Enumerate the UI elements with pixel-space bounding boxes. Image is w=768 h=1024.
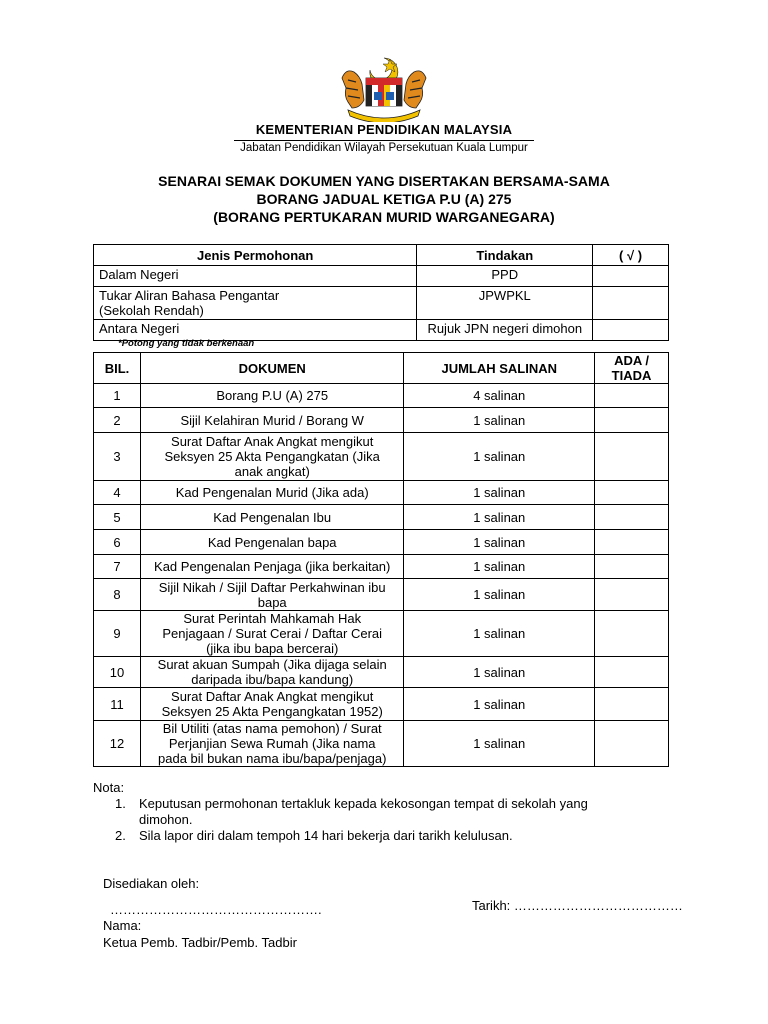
table-row <box>94 721 669 767</box>
row-number: 12 <box>94 721 141 767</box>
column-header: BIL. <box>94 353 141 384</box>
tick-box[interactable] <box>593 320 669 341</box>
table-row <box>94 384 669 408</box>
position-label: Ketua Pemb. Tadbir/Pemb. Tadbir <box>103 935 297 950</box>
copy-count: 1 salinan <box>404 657 595 688</box>
document-name <box>140 481 404 505</box>
table-row <box>94 688 669 721</box>
row-number: 8 <box>94 579 141 611</box>
availability-box[interactable] <box>595 433 669 481</box>
table-row <box>94 433 669 481</box>
copy-count: 4 salinan <box>404 384 595 408</box>
column-header <box>595 353 669 384</box>
availability-box[interactable] <box>595 384 669 408</box>
document-name-line: Perjanjian Sewa Rumah (Jika nama <box>168 736 376 751</box>
document-name-line: Surat akuan Sumpah (Jika dijaga selain <box>157 657 387 672</box>
availability-box[interactable] <box>595 688 669 721</box>
application-type-table <box>93 244 669 341</box>
availability-box[interactable] <box>595 505 669 530</box>
availability-box[interactable] <box>595 579 669 611</box>
coat-of-arms-logo <box>334 56 434 122</box>
copy-count: 1 salinan <box>404 579 595 611</box>
title-line-1: SENARAI SEMAK DOKUMEN YANG DISERTAKAN BERSAMA-SAMA <box>158 173 610 189</box>
document-name-line: Kad Pengenalan Murid (Jika ada) <box>175 485 369 500</box>
copy-count: 1 salinan <box>404 481 595 505</box>
document-name <box>140 505 404 530</box>
table-row <box>94 611 669 657</box>
document-name <box>140 579 404 611</box>
row-number: 3 <box>94 433 141 481</box>
column-header-line: TIADA <box>611 368 652 383</box>
note-text <box>139 796 655 828</box>
table-row <box>94 579 669 611</box>
header-divider <box>234 140 534 141</box>
document-name <box>140 384 404 408</box>
copy-count: 1 salinan <box>404 530 595 555</box>
document-name-line: Borang P.U (A) 275 <box>216 388 329 403</box>
availability-box[interactable] <box>595 555 669 579</box>
note-text-line: Keputusan permohonan tertakluk kepada kekosongan tempat di sekolah yang <box>139 796 588 811</box>
row-number: 4 <box>94 481 141 505</box>
document-name <box>140 433 404 481</box>
document-name-line: pada bil bukan nama ibu/bapa/penjaga) <box>158 751 387 766</box>
document-name-line: Surat Daftar Anak Angkat mengikut <box>171 434 374 449</box>
table-row <box>94 530 669 555</box>
document-name <box>140 721 404 767</box>
document-name <box>140 530 404 555</box>
note-number: 2. <box>115 828 126 843</box>
document-name <box>140 408 404 433</box>
table-row <box>94 657 669 688</box>
notes-label: Nota: <box>93 780 125 795</box>
copy-count: 1 salinan <box>404 505 595 530</box>
copy-count: 1 salinan <box>404 611 595 657</box>
document-name-line: Surat Daftar Anak Angkat mengikut <box>171 689 374 704</box>
table-row <box>94 555 669 579</box>
table-row <box>94 287 669 320</box>
copy-count: 1 salinan <box>404 555 595 579</box>
title-line-3: (BORANG PERTUKARAN MURID WARGANEGARA) <box>213 209 555 225</box>
document-name-line: Surat Perintah Mahkamah Hak <box>183 611 362 626</box>
document-checklist-table <box>93 352 669 767</box>
application-type-line: Tukar Aliran Bahasa Pengantar <box>99 288 280 303</box>
row-number: 5 <box>94 505 141 530</box>
availability-box[interactable] <box>595 611 669 657</box>
date-field[interactable]: Tarikh: ………………………………… <box>472 898 683 913</box>
note-item <box>115 828 655 844</box>
column-header: Jenis Permohonan <box>94 245 417 266</box>
application-action: PPD <box>417 266 593 287</box>
row-number: 2 <box>94 408 141 433</box>
column-header: DOKUMEN <box>140 353 404 384</box>
availability-box[interactable] <box>595 530 669 555</box>
name-label: Nama: <box>103 918 142 933</box>
tick-box[interactable] <box>593 266 669 287</box>
document-name-line: Kad Pengenalan Penjaga (jika berkaitan) <box>154 559 391 574</box>
table-footnote: *Potong yang tidak berkenaan <box>118 338 255 349</box>
column-header: ( √ ) <box>593 245 669 266</box>
table-row <box>94 408 669 433</box>
title-line-2: BORANG JADUAL KETIGA P.U (A) 275 <box>256 191 512 207</box>
signature-line[interactable]: …………………………………………. <box>110 902 322 917</box>
document-name-line: Seksyen 25 Akta Pengangkatan 1952) <box>161 704 383 719</box>
ministry-name: KEMENTERIAN PENDIDIKAN MALAYSIA <box>255 122 513 137</box>
row-number: 11 <box>94 688 141 721</box>
document-name-line: Kad Pengenalan Ibu <box>213 509 332 525</box>
availability-box[interactable] <box>595 657 669 688</box>
document-name-line: anak angkat) <box>234 464 310 479</box>
document-name <box>140 611 404 657</box>
document-name-line: Sijil Kelahiran Murid / Borang W <box>180 412 364 428</box>
copy-count: 1 salinan <box>404 408 595 433</box>
note-item <box>115 796 655 828</box>
document-name-line: daripada ibu/bapa kandung) <box>191 672 354 687</box>
application-action: Rujuk JPN negeri dimohon <box>417 320 593 341</box>
availability-box[interactable] <box>595 408 669 433</box>
application-type: Dalam Negeri <box>94 266 417 287</box>
prepared-by-label: Disediakan oleh: <box>103 876 200 891</box>
document-name-line: Sijil Nikah / Sijil Daftar Perkahwinan ibu <box>158 579 386 595</box>
copy-count: 1 salinan <box>404 433 595 481</box>
availability-box[interactable] <box>595 721 669 767</box>
document-name-line: Kad Pengenalan bapa <box>207 534 337 550</box>
availability-box[interactable] <box>595 481 669 505</box>
notes-list <box>115 796 655 844</box>
note-text-line: dimohon. <box>139 812 193 827</box>
document-title <box>0 172 768 226</box>
table-row <box>94 481 669 505</box>
column-header: JUMLAH SALINAN <box>404 353 595 384</box>
document-name-line: Bil Utiliti (atas nama pemohon) / Surat <box>162 721 382 736</box>
note-text: Sila lapor diri dalam tempoh 14 hari bekerja dari tarikh kelulusan. <box>139 828 513 843</box>
document-name <box>140 688 404 721</box>
column-header: Tindakan <box>417 245 593 266</box>
table-row <box>94 505 669 530</box>
row-number: 10 <box>94 657 141 688</box>
document-name-line: bapa <box>257 594 287 610</box>
table-row <box>94 266 669 287</box>
tick-box[interactable] <box>593 287 669 320</box>
row-number: 9 <box>94 611 141 657</box>
document-name-line: (jika ibu bapa bercerai) <box>206 641 339 656</box>
document-name-line: Seksyen 25 Akta Pengangkatan (Jika <box>164 449 380 464</box>
column-header-line: ADA / <box>614 353 649 368</box>
application-action: JPWPKL <box>417 287 593 320</box>
row-number: 6 <box>94 530 141 555</box>
row-number: 7 <box>94 555 141 579</box>
copy-count: 1 salinan <box>404 688 595 721</box>
document-name <box>140 555 404 579</box>
department-name: Jabatan Pendidikan Wilayah Persekutuan Kuala Lumpur <box>240 142 528 154</box>
application-type-line: (Sekolah Rendah) <box>99 303 204 318</box>
document-name <box>140 657 404 688</box>
note-number: 1. <box>115 796 126 811</box>
copy-count: 1 salinan <box>404 721 595 767</box>
application-type <box>94 287 417 320</box>
row-number: 1 <box>94 384 141 408</box>
application-type: Antara Negeri <box>94 320 417 341</box>
document-name-line: Penjagaan / Surat Cerai / Daftar Cerai <box>162 626 383 641</box>
